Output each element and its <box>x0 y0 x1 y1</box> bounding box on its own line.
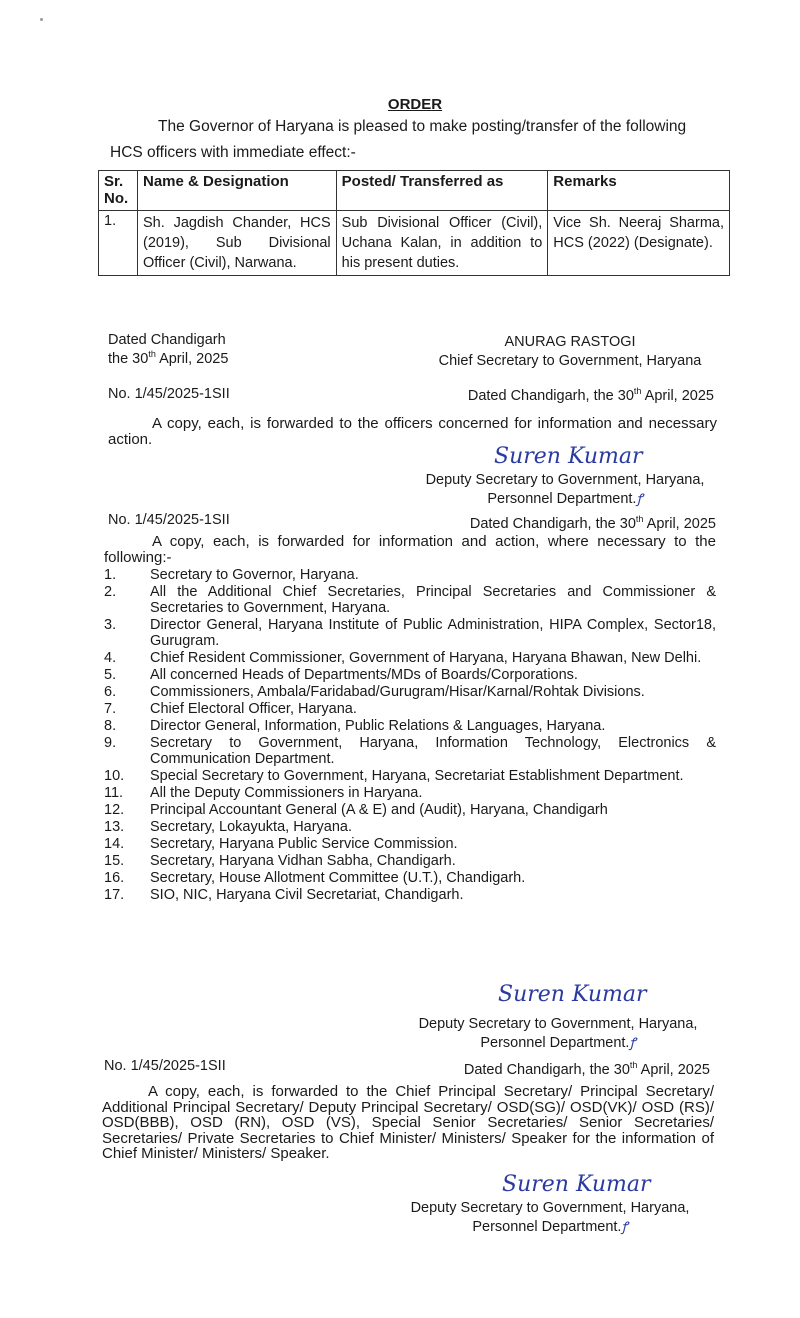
list-item <box>104 836 716 852</box>
designation-line-2: Personnel Department.ꝭ <box>472 1218 628 1235</box>
list-item-text: Special Secretary to Government, Haryana, Secretariat Establishment Department. <box>150 768 684 784</box>
list-item-number: 12. <box>104 802 125 818</box>
cell-name: Sh. Jagdish Chander, HCS (2019), Sub Divisional Officer (Civil), Narwana. <box>137 210 336 275</box>
list-item-number: 11. <box>104 785 124 801</box>
designation-line-1: Deputy Secretary to Government, Haryana, <box>410 1200 690 1216</box>
distribution-list <box>104 567 716 904</box>
endorsement-1-number: No. 1/45/2025-1SII <box>108 386 230 402</box>
endorsement-2-number: No. 1/45/2025-1SII <box>108 512 230 528</box>
designation-line-1: Deputy Secretary to Government, Haryana, <box>425 472 705 488</box>
list-item-number: 8. <box>104 718 117 734</box>
list-item <box>104 718 716 734</box>
order-dated-line-1: Dated Chandigarh <box>108 332 226 348</box>
list-item <box>104 650 716 666</box>
initials-mark: ꝭ <box>636 491 643 507</box>
list-item-number: 2. <box>104 584 117 600</box>
list-item-number: 17. <box>104 887 125 903</box>
endorsement-3-designation <box>382 1200 718 1236</box>
list-item-text: All the Additional Chief Secretaries, Principal Secretaries and Commissioner & Secretaries to Government, Haryana. <box>150 584 716 616</box>
list-item <box>104 768 716 784</box>
posting-table <box>98 170 730 276</box>
list-item <box>104 785 716 801</box>
endorsement-1-text: A copy, each, is forwarded to the officers concerned for information and necessary action. <box>108 415 717 448</box>
list-item <box>104 567 716 583</box>
list-item-number: 10. <box>104 768 125 784</box>
list-item-number: 16. <box>104 870 125 886</box>
list-item <box>104 584 716 616</box>
header-posted-as: Posted/ Transferred as <box>336 171 548 211</box>
list-item-number: 15. <box>104 853 125 869</box>
list-item <box>104 819 716 835</box>
order-date-block <box>108 332 228 367</box>
list-item-text: All the Deputy Commissioners in Haryana. <box>150 785 423 801</box>
list-item-text: SIO, NIC, Haryana Civil Secretariat, Chandigarh. <box>150 887 464 903</box>
document-title: ORDER <box>387 96 443 113</box>
list-item-number: 3. <box>104 617 117 633</box>
intro-line-1: The Governor of Haryana is pleased to make posting/transfer of the following <box>158 118 687 135</box>
list-item-text: Director General, Information, Public Relations & Languages, Haryana. <box>150 718 606 734</box>
initials-mark: ꝭ <box>629 1035 636 1051</box>
list-item-text: Secretary to Government, Haryana, Information Technology, Electronics & Communication Department. <box>150 735 716 767</box>
list-item <box>104 853 716 869</box>
list-item-text: Commissioners, Ambala/Faridabad/Gurugram/Hisar/Karnal/Rohtak Divisions. <box>150 684 645 700</box>
list-item-text: Principal Accountant General (A & E) and (Audit), Haryana, Chandigarh <box>150 802 608 818</box>
header-remarks: Remarks <box>548 171 730 211</box>
list-item <box>104 701 716 717</box>
list-item-text: Secretary, Lokayukta, Haryana. <box>150 819 353 835</box>
cell-remarks: Vice Sh. Neeraj Sharma, HCS (2022) (Designate). <box>548 210 730 275</box>
signatory-name: ANURAG RASTOGI <box>504 334 636 350</box>
header-sr-no: Sr. No. <box>99 171 138 211</box>
designation-line-2: Personnel Department.ꝭ <box>480 1034 636 1051</box>
intro-line-2: HCS officers with immediate effect:- <box>110 144 356 161</box>
list-item <box>104 667 716 683</box>
list-item-text: Secretary to Governor, Haryana. <box>150 567 359 583</box>
table-row <box>99 210 730 275</box>
list-item <box>104 887 716 903</box>
list-item-text: Secretary, House Allotment Committee (U.T.), Chandigarh. <box>150 870 526 886</box>
list-item-text: Secretary, Haryana Vidhan Sabha, Chandigarh. <box>150 853 456 869</box>
list-item-number: 4. <box>104 650 117 666</box>
scan-speck <box>40 18 43 21</box>
list-item <box>104 802 716 818</box>
table-header-row <box>99 171 730 211</box>
endorsement-3-text: A copy, each, is forwarded to the Chief Principal Secretary/ Principal Secretary/ Additional Principal Secretary/ Deputy Principal Secretary/ OSD(SG)/ OSD(VK)/ OSD (RS)/ OSD(BBB), OSD (RN), OSD (VS), Special Senior Secretaries/ Senior Secretaries/ Secretaries/ Private Secretaries to Chief Minister/ Ministers/ Speaker for the information of Chief Minister/ Ministers/ Speaker. <box>102 1083 714 1162</box>
list-item-number: 5. <box>104 667 117 683</box>
list-item-number: 9. <box>104 735 117 751</box>
endorsement-2-designation <box>390 1016 726 1052</box>
list-item <box>104 870 716 886</box>
order-signatory <box>420 334 720 369</box>
header-name-designation: Name & Designation <box>137 171 336 211</box>
designation-line-1: Deputy Secretary to Government, Haryana, <box>418 1016 698 1032</box>
signature-3: Suren Kumar <box>502 1172 651 1197</box>
list-item-number: 14. <box>104 836 125 852</box>
list-item-number: 6. <box>104 684 117 700</box>
signature-2: Suren Kumar <box>498 982 647 1007</box>
endorsement-3-number: No. 1/45/2025-1SII <box>104 1058 226 1074</box>
endorsement-3-date: Dated Chandigarh, the 30th April, 2025 <box>463 1060 710 1078</box>
order-dated-line-2: the 30th April, 2025 <box>108 348 229 367</box>
cell-sr: 1. <box>99 210 138 275</box>
list-item-text: Director General, Haryana Institute of Public Administration, HIPA Complex, Sector18, Gurugram. <box>150 617 716 649</box>
list-item-text: Chief Electoral Officer, Haryana. <box>150 701 357 717</box>
list-item-text: Chief Resident Commissioner, Government of Haryana, Haryana Bhawan, New Delhi. <box>150 650 702 666</box>
list-item-number: 13. <box>104 819 125 835</box>
endorsement-2-date: Dated Chandigarh, the 30th April, 2025 <box>469 514 716 532</box>
signature-1: Suren Kumar <box>494 444 643 469</box>
initials-mark: ꝭ <box>621 1219 628 1235</box>
list-item-number: 1. <box>104 567 117 583</box>
list-item <box>104 617 716 649</box>
endorsement-2-text: A copy, each, is forwarded for information and action, where necessary to the following:- <box>104 533 716 566</box>
designation-line-2: Personnel Department.ꝭ <box>487 490 643 507</box>
cell-posted: Sub Divisional Officer (Civil), Uchana Kalan, in addition to his present duties. <box>336 210 548 275</box>
list-item-number: 7. <box>104 701 117 717</box>
list-item <box>104 735 716 767</box>
signatory-title: Chief Secretary to Government, Haryana <box>438 352 702 369</box>
endorsement-1-designation <box>400 472 730 508</box>
list-item <box>104 684 716 700</box>
endorsement-1-date: Dated Chandigarh, the 30th April, 2025 <box>467 386 714 404</box>
list-item-text: Secretary, Haryana Public Service Commission. <box>150 836 458 852</box>
list-item-text: All concerned Heads of Departments/MDs of Boards/Corporations. <box>150 667 578 683</box>
